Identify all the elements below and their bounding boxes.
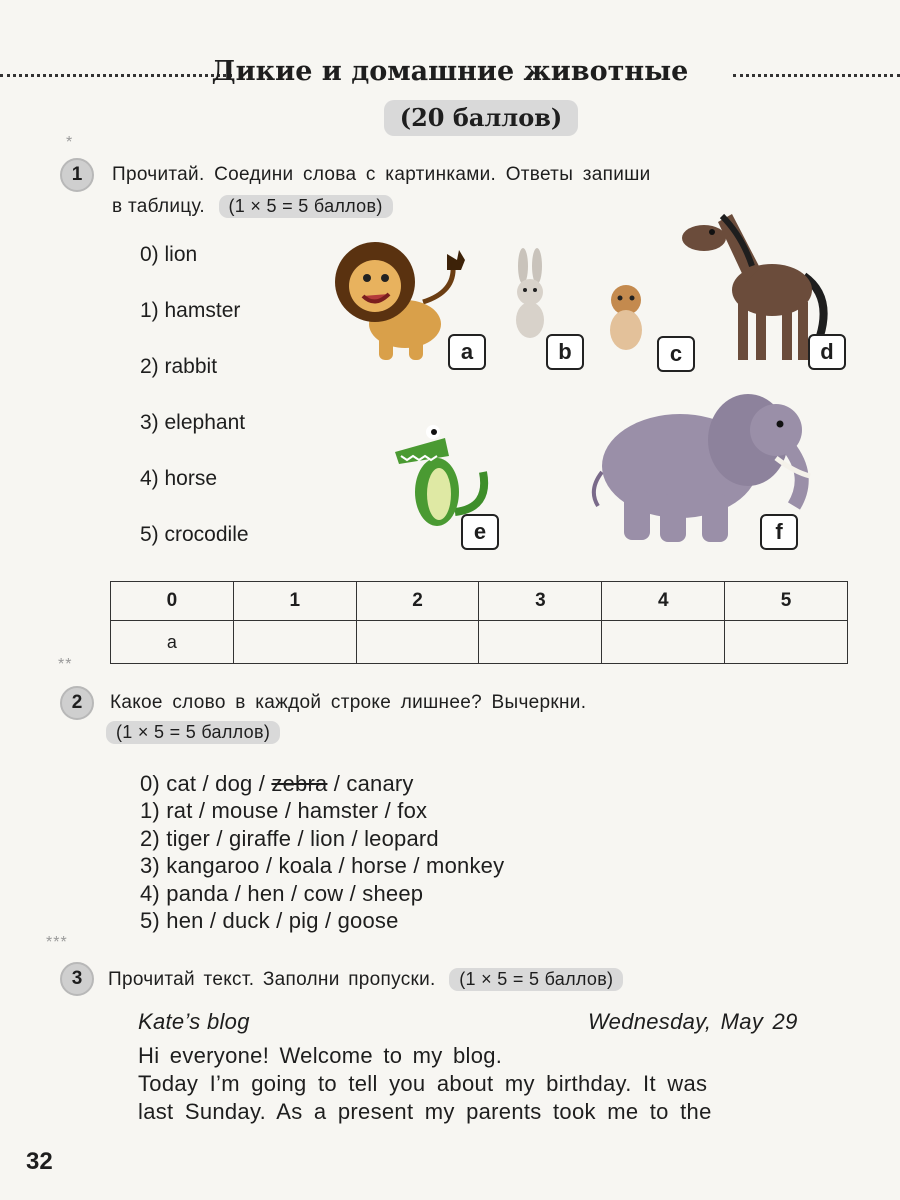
odd-word-line[interactable]: 4) panda / hen / cow / sheep	[140, 881, 424, 906]
blog-text-line3: last Sunday. As a present my parents took me to the	[138, 1099, 712, 1124]
task3-number: 3	[60, 962, 94, 996]
word-item: 4) horse	[140, 467, 218, 490]
rabbit-illustration	[505, 248, 555, 346]
odd-word-line[interactable]: 1) rat / mouse / hamster / fox	[140, 798, 428, 823]
task1-instruction-line2	[112, 195, 393, 218]
table-header-cell: 4	[602, 582, 725, 621]
picture-label-c: c	[657, 336, 695, 372]
answer-cell[interactable]	[479, 621, 602, 664]
example-prefix: 0) cat / dog /	[140, 771, 272, 796]
task3-points-badge: (1 × 5 = 5 баллов)	[449, 968, 623, 991]
difficulty-stars-task1: *	[66, 134, 74, 151]
answer-cell[interactable]	[602, 621, 725, 664]
page-title: Дикие и домашние животные	[211, 56, 689, 87]
table-header-cell: 5	[725, 582, 848, 621]
picture-label-b: b	[546, 334, 584, 370]
blog-text-line1: Hi everyone! Welcome to my blog.	[138, 1043, 503, 1068]
answer-cell: a	[111, 621, 234, 664]
table-header-cell: 0	[111, 582, 234, 621]
word-item: 5) crocodile	[140, 523, 249, 546]
blog-text-line2: Today I’m going to tell you about my birthday. It was	[138, 1071, 708, 1096]
answer-cell[interactable]	[233, 621, 356, 664]
word-item: 2) rabbit	[140, 355, 218, 378]
task3-instruction: Прочитай текст. Заполни пропуски.	[108, 969, 436, 990]
task2-points-badge: (1 × 5 = 5 баллов)	[106, 721, 280, 744]
task2-number: 2	[60, 686, 94, 720]
task2-points-row	[106, 721, 280, 744]
page-number: 32	[26, 1148, 53, 1175]
word-item: 0) lion	[140, 243, 198, 266]
difficulty-stars-task3: ***	[46, 934, 68, 951]
struck-word: zebra	[271, 771, 328, 796]
table-header-cell: 2	[356, 582, 479, 621]
odd-word-example	[140, 771, 414, 797]
picture-label-e: e	[461, 514, 499, 550]
picture-label-a: a	[448, 334, 486, 370]
difficulty-stars-task2: **	[58, 656, 73, 673]
task1-instruction-text: в таблицу.	[112, 196, 205, 217]
example-suffix: / canary	[327, 771, 414, 796]
picture-label-d: d	[808, 334, 846, 370]
blog-date: Wednesday, May 29	[588, 1009, 798, 1034]
answer-cell[interactable]	[356, 621, 479, 664]
answer-cell[interactable]	[725, 621, 848, 664]
picture-label-f: f	[760, 514, 798, 550]
task1-number: 1	[60, 158, 94, 192]
word-item: 1) hamster	[140, 299, 241, 322]
answer-table	[110, 581, 848, 664]
table-row	[111, 582, 848, 621]
task1-instruction-line1: Прочитай. Соедини слова с картинками. Ответы запиши	[112, 164, 651, 185]
blog-title: Kate’s blog	[138, 1009, 250, 1034]
odd-word-line[interactable]: 5) hen / duck / pig / goose	[140, 908, 399, 933]
word-item: 3) elephant	[140, 411, 246, 434]
total-points-badge: (20 баллов)	[384, 100, 578, 136]
odd-word-line[interactable]: 3) kangaroo / koala / horse / monkey	[140, 853, 505, 878]
task3-instruction-row	[108, 968, 623, 991]
hamster-illustration	[603, 280, 649, 356]
task1-points-badge: (1 × 5 = 5 баллов)	[219, 195, 393, 218]
odd-word-line[interactable]: 2) tiger / giraffe / lion / leopard	[140, 826, 439, 851]
task2-instruction: Какое слово в каждой строке лишнее? Вычеркни.	[110, 692, 587, 713]
table-header-cell: 1	[233, 582, 356, 621]
table-row	[111, 621, 848, 664]
table-header-cell: 3	[479, 582, 602, 621]
